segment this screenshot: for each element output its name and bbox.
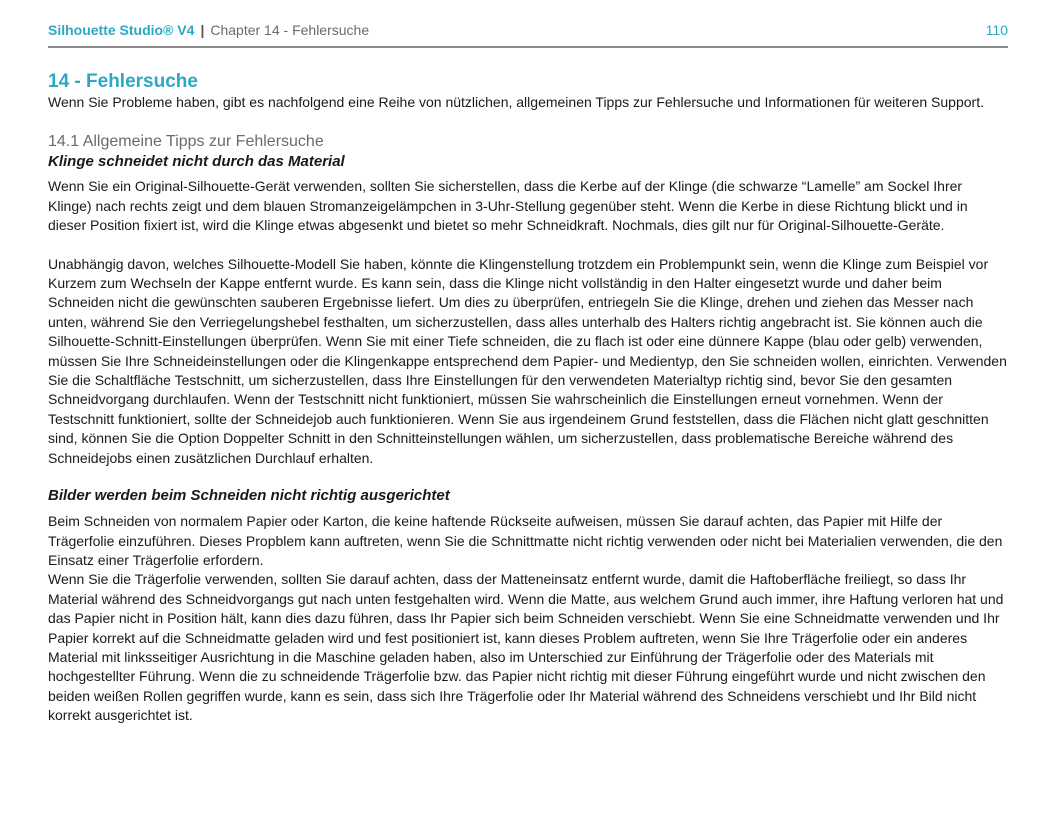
intro-paragraph: Wenn Sie Probleme haben, gibt es nachfolgend eine Reihe von nützlichen, allgemeinen Tipps zur Fehlersuche und Informationen für weiteren Support. — [48, 94, 984, 110]
subsection-title-blade: Klinge schneidet nicht durch das Material — [48, 153, 345, 171]
page-content — [48, 71, 1008, 726]
header-chapter: Chapter 14 - Fehlersuche — [210, 22, 370, 38]
header-separator: | — [200, 22, 205, 38]
page-header — [48, 22, 1008, 48]
paragraph-alignment-2: Wenn Sie die Trägerfolie verwenden, sollten Sie darauf achten, dass der Matteneinsatz entfernt wurde, damit die Haftoberfläche freiliegt, so dass Ihr Material während des Schneidvorgangs gut nach unten festgehalten wird. Wenn die Matte, aus welchem Grund auch immer, ihre Haftung verloren hat und das Papier nicht in Position hält, kann dies dazu führen, dass Ihr Papier sich beim Schneiden verschiebt. Wenn Sie eine Schneidmatte verwenden und Ihr Papier korrekt auf die Schneidmatte geladen wird und fest positioniert ist, kann dieses Problem auftreten, wenn Sie Ihre Trägerfolie oder ein anderes Material mit linksseitiger Ausrichtung in die Maschine geladen haben, also im Unterschied zur Einführung der Trägerfolie oder des Materials mit hochgestellter Führung. Wenn die zu schneidende Trägerfolie bzw. das Papier nicht richtig mit dieser Führung eingeführt wurde und nicht zwischen den beiden weißen Rollen gegriffen wurde, kann es sein, dass sich Ihre Trägerfolie oder Ihr Material während des Schneidens verschiebt und Ihr Bild nicht korrekt ausgerichtet ist. — [48, 571, 1004, 724]
header-brand: Silhouette Studio® V4 — [48, 22, 195, 38]
subsection-title-alignment: Bilder werden beim Schneiden nicht richtig ausgerichtet — [48, 487, 450, 505]
page-number: 110 — [985, 22, 1008, 38]
chapter-title: 14 - Fehlersuche — [48, 71, 198, 92]
section-title: 14.1 Allgemeine Tipps zur Fehlersuche — [48, 133, 324, 151]
paragraph-blade-2: Unabhängig davon, welches Silhouette-Modell Sie haben, könnte die Klingenstellung trotzdem ein Problempunkt sein, wenn die Klinge zum Beispiel vor Kurzem zum Wechseln der Kappe entfernt wurde. Es kann sein, dass die Klinge nicht vollständig in den Halter eingesetzt wurde und daher beim Schneiden nicht die gewünschten sauberen Ergebnisse liefert. Um dies zu überprüfen, entriegeln Sie die Klinge, drehen und ziehen das Messer nach unten, während Sie den Verriegelungshebel festhalten, um sicherzustellen, dass alles unterhalb des Halters richtig angebracht ist. Sie können auch die Silhouette-Schnitt-Einstellungen überprüfen. Wenn Sie mit einer Tiefe schneiden, die zu flach ist oder eine dünnere Kappe (blau oder gelb) verwenden, müssen Sie Ihre Schneideinstellungen oder die Klingenkappe entsprechend dem Papier- und Medientyp, den Sie schneiden wollen, einrichten. Verwenden Sie die Schaltfläche Testschnitt, um sicherzustellen, dass Ihre Einstellungen für den verwendeten Materialtyp richtig sind, bevor Sie den gesamten Schneidvorgang durchlaufen. Wenn der Testschnitt nicht funktioniert, müssen Sie wahrscheinlich die Einstellungen erneut vornehmen. Wenn der Testschnitt funktioniert, sollte der Schneidejob auch funktionieren. Wenn Sie aus irgendeinem Grund feststellen, dass die Flächen nicht glatt geschnitten sind, können Sie die Option Doppelter Schnitt in den Schnitteinstellungen wählen, um sicherzustellen, dass problematische Bereiche während des Schneidejobs einen zusätzlichen Durchlauf erhalten. — [48, 255, 1007, 466]
paragraph-blade-1: Wenn Sie ein Original-Silhouette-Gerät verwenden, sollten Sie sicherstellen, dass die Kerbe auf der Klinge (die schwarze “Lamelle” am Sockel Ihrer Klinge) nach rechts zeigt und dem blauen Stromanzeigelämpchen in 3-Uhr-Stellung gegenüber steht. Wenn die Kerbe in diese Richtung blickt und in dieser Position fixiert ist, wird die Klinge etwas abgesenkt und bietet so mehr Schneidkraft. Nochmals, dies gilt nur für Original-Silhouette-Geräte. — [48, 178, 968, 234]
paragraph-alignment-1: Beim Schneiden von normalem Papier oder Karton, die keine haftende Rückseite aufweisen, müssen Sie darauf achten, das Papier mit Hilfe der Trägerfolie einzuführen. Dieses Propblem kann auftreten, wenn Sie die Schnittmatte nicht richtig verwenden oder nicht bei Materialien verwenden, die den Einsatz einer Trägerfolie erfordern. — [48, 513, 1003, 568]
